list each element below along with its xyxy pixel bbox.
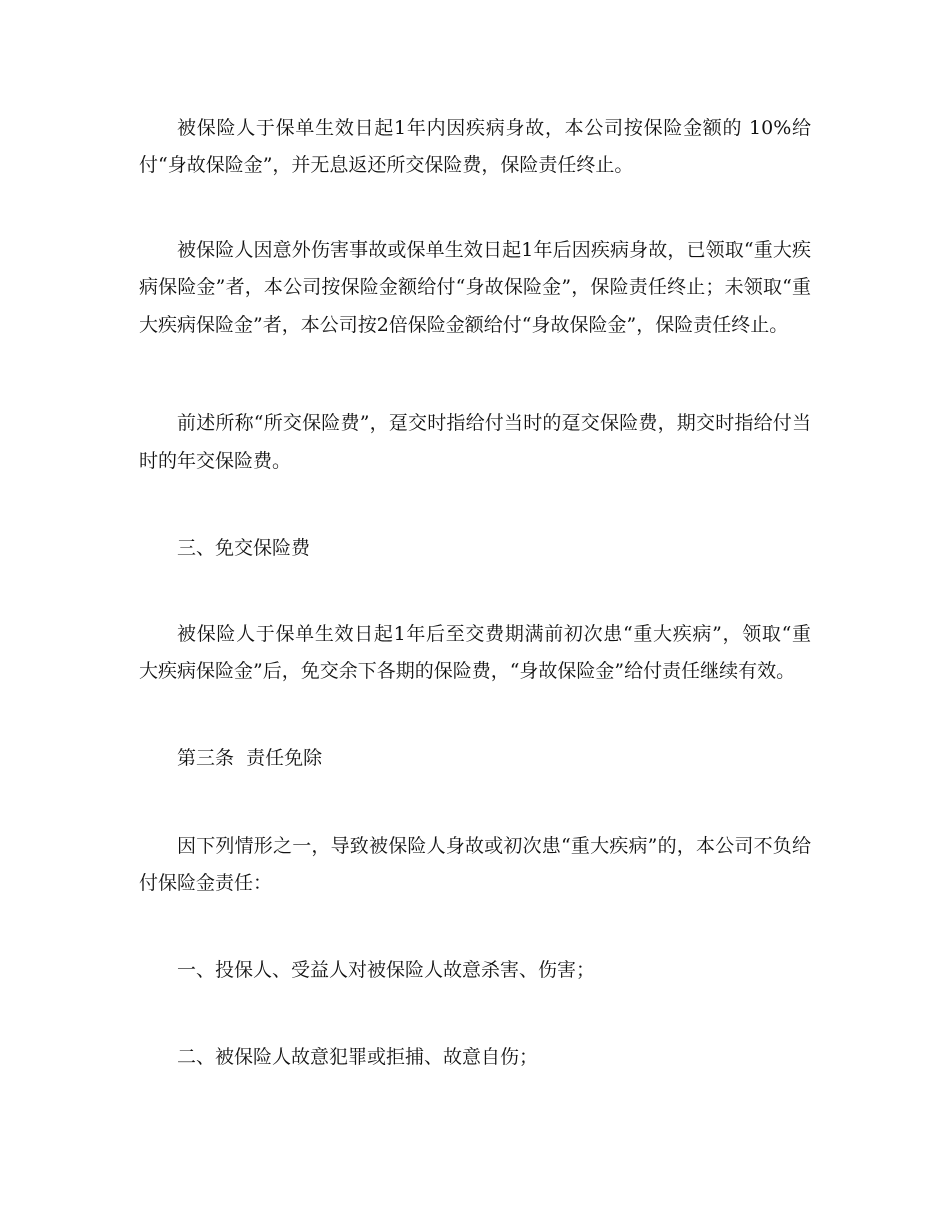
- list-item: 二、被保险人故意犯罪或拒捕、故意自伤；: [177, 1046, 539, 1068]
- paragraph-line: 大疾病保险金”后，免交余下各期的保险费，“身故保险金”给付责任继续有效。: [139, 660, 796, 682]
- paragraph-line: 大疾病保险金”者，本公司按2倍保险金额给付“身故保险金”，保险责任终止。: [139, 314, 789, 336]
- list-item: 一、投保人、受益人对被保险人故意杀害、伤害；: [177, 959, 596, 981]
- paragraph-line: 病保险金”者，本公司按保险金额给付“身故保险金”，保险责任终止；未领取“重: [139, 276, 811, 298]
- section-heading: 三、免交保险费: [177, 537, 311, 559]
- paragraph-line: 被保险人因意外伤害事故或保单生效日起1年后因疾病身故，已领取“重大疾: [177, 239, 811, 261]
- paragraph-line: 付保险金责任：: [139, 872, 273, 894]
- article-heading: 第三条 责任免除: [177, 747, 323, 769]
- paragraph-line: 时的年交保险费。: [139, 450, 292, 472]
- paragraph-line: 因下列情形之一，导致被保险人身故或初次患“重大疾病”的，本公司不负给: [177, 835, 811, 857]
- paragraph-line: 被保险人于保单生效日起1年内因疾病身故，本公司按保险金额的 10%给: [177, 117, 811, 139]
- paragraph-line: 付“身故保险金”，并无息返还所交保险费，保险责任终止。: [139, 154, 634, 176]
- paragraph-line: 被保险人于保单生效日起1年后至交费期满前初次患“重大疾病”，领取“重: [177, 623, 811, 645]
- paragraph-line: 前述所称“所交保险费”，趸交时指给付当时的趸交保险费，期交时指给付当: [177, 412, 811, 434]
